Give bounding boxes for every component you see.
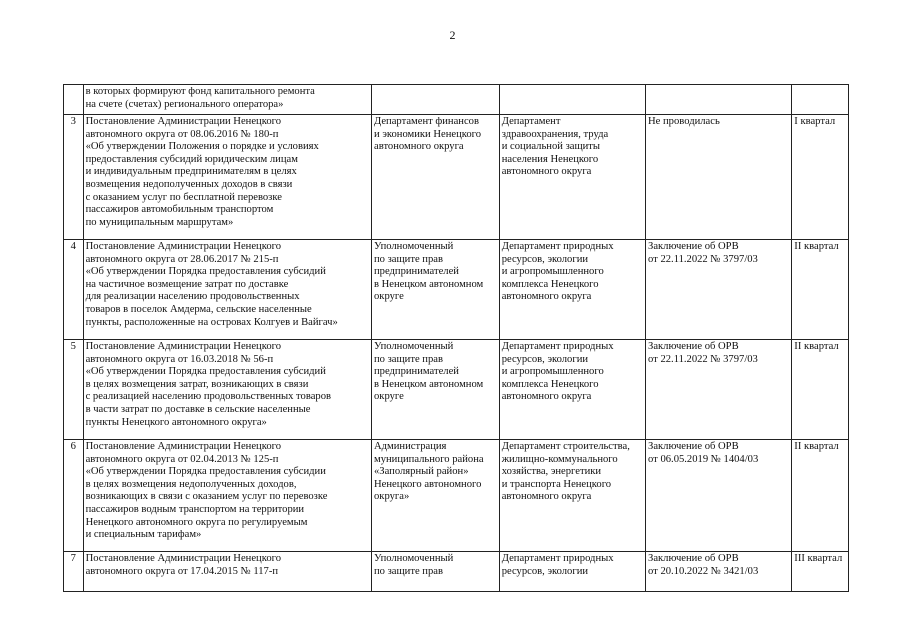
developer-cell: Департамент финансов и экономики Ненецкого автономного округа [372,115,500,240]
row-number-cell: 6 [64,440,84,552]
table-row [64,340,849,440]
coexecutor-cell [499,85,645,115]
term-cell: II квартал [792,340,849,440]
coexecutor-cell: Департамент природных ресурсов, экологии [499,552,645,592]
orv-cell: Заключение об ОРВ от 06.05.2019 № 1404/03 [646,440,792,552]
row-number-cell: 3 [64,115,84,240]
orv-cell: Заключение об ОРВ от 22.11.2022 № 3797/03 [646,240,792,340]
row-number-cell [64,85,84,115]
developer-cell: Уполномоченный по защите прав предпринимателей в Ненецком автономном округе [372,340,500,440]
page-number: 2 [449,28,456,42]
term-cell: I квартал [792,115,849,240]
coexecutor-cell: Департамент природных ресурсов, экологии и агропромышленного комплекса Ненецкого автономного округа [499,240,645,340]
row-number-cell: 4 [64,240,84,340]
developer-cell [372,85,500,115]
developer-cell: Уполномоченный по защите прав предпринимателей в Ненецком автономном округе [372,240,500,340]
term-cell: III квартал [792,552,849,592]
coexecutor-cell: Департамент строительства, жилищно-коммунального хозяйства, энергетики и транспорта Ненецкого автономного округа [499,440,645,552]
table-row [64,552,849,592]
act-cell: Постановление Администрации Ненецкого автономного округа от 08.06.2016 № 180-п «Об утверждении Положения о порядке и условиях предоставления субсидий юридическим лицам и индивидуальным предпринимателям в целях возмещения недополученных доходов в связи с оказанием услуг по бесплатной перевозке пассажиров автомобильным транспортом по муниципальным маршрутам» [83,115,371,240]
table-row [64,240,849,340]
table-row [64,440,849,552]
row-number-cell: 5 [64,340,84,440]
term-cell: II квартал [792,440,849,552]
term-cell [792,85,849,115]
table-row-continuation [64,85,849,115]
act-cell: в которых формируют фонд капитального ремонта на счете (счетах) регионального оператора» [83,85,371,115]
table-row [64,115,849,240]
regulatory-acts-table [63,84,849,592]
orv-cell: Заключение об ОРВ от 20.10.2022 № 3421/03 [646,552,792,592]
orv-cell: Заключение об ОРВ от 22.11.2022 № 3797/03 [646,340,792,440]
act-cell: Постановление Администрации Ненецкого автономного округа от 28.06.2017 № 215-п «Об утверждении Порядка предоставления субсидий на частичное возмещение затрат по доставке для реализации населению продовольственных товаров в поселок Амдерма, сельские населенные пункты, расположенные на островах Колгуев и Вайгач» [83,240,371,340]
orv-cell: Не проводилась [646,115,792,240]
coexecutor-cell: Департамент природных ресурсов, экологии и агропромышленного комплекса Ненецкого автономного округа [499,340,645,440]
act-cell: Постановление Администрации Ненецкого автономного округа от 17.04.2015 № 117-п [83,552,371,592]
coexecutor-cell: Департамент здравоохранения, труда и социальной защиты населения Ненецкого автономного округа [499,115,645,240]
act-cell: Постановление Администрации Ненецкого автономного округа от 16.03.2018 № 56-п «Об утверждении Порядка предоставления субсидий в целях возмещения затрат, возникающих в связи с реализацией населению продовольственных товаров в части затрат по доставке в сельские населенные пункты Ненецкого автономного округа» [83,340,371,440]
developer-cell: Администрация муниципального района «Заполярный район» Ненецкого автономного округа» [372,440,500,552]
act-cell: Постановление Администрации Ненецкого автономного округа от 02.04.2013 № 125-п «Об утверждении Порядка предоставления субсидии в целях возмещения недополученных доходов, возникающих в связи с оказанием услуг по перевозке пассажиров водным транспортом на территории Ненецкого автономного округа по регулируемым и специальным тарифам» [83,440,371,552]
row-number-cell: 7 [64,552,84,592]
developer-cell: Уполномоченный по защите прав [372,552,500,592]
term-cell: II квартал [792,240,849,340]
orv-cell [646,85,792,115]
